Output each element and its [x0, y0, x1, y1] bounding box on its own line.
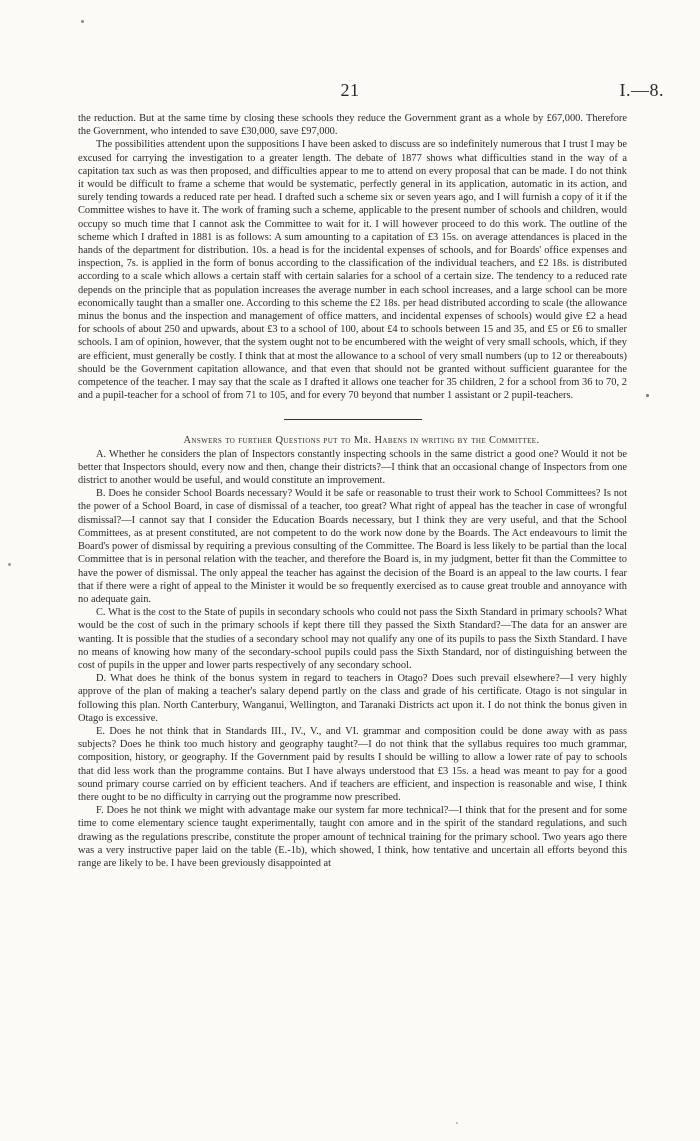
body-text: [78, 112, 627, 870]
question-letter: D.: [96, 673, 107, 685]
answer-text: Does he not think we might with advantage make our system far more technical?—I think that for the present and for some time to come elementary science taught experimentally, taught con amore and in the spirit of the standard regulations, and such drawing as the regulations prescribe, constitute the proper amount of technical training for the primary school. Two years ago there was a very instructive paper laid on the table (E.-1b), which showed, I think, how tentative and uncertain all efforts beyond this range are likely to be. I have been greviously disappointed at: [78, 805, 627, 869]
question-letter: A.: [96, 448, 107, 460]
answer-paragraph: [78, 672, 627, 725]
question-letter: C.: [96, 607, 106, 619]
answer-text: Does he not think that in Standards III., IV., V., and VI. grammar and composition could be done away with as pass subjects? Does he think too much history and geography taught?—I do not think that the syllabus requires too much grammar, composition, history, or geography. If the Government paid by results I should be willing to allow a lower rate of pay to schools that did less work than the programme contains. But I have always understood that £3 15s. a head was meant to pay for a good sound primary course carried on by efficient teachers. And if teachers are efficient, and inspection is reasonable and wise, I think there ought to be no difficulty in carrying out the programme now prescribed.: [78, 725, 627, 803]
document-reference: I.—8.: [619, 80, 664, 100]
paragraph: The possibilities attendent upon the suppositions I have been asked to discuss are so indefinitely numerous that I trust I may be excused for carrying the investigation to a greater length. The debate of 1877 shows what difficulties stand in the way of a capitation tax such as was then proposed, and difficulties appear to me to attend on every proposal that can be made. I do not think it would be difficult to frame a scheme that would be systematic, perfectly general in its application, automatic in its action, and surely tending towards a reduced rate per head. I drafted such a scheme six or seven years ago, and I will furnish a copy of it if the Committee wishes to have it. The work of framing such a scheme, applicable to the present number of schools and children, would occupy so much time that I cannot ask the Committee to wait for it. I will however proceed to do this work. The outline of the scheme which I drafted in 1881 is as follows: A sum amounting to a capitation of £3 15s. on average attendances is placed in the hands of the department for distribution. 10s. a head is for the incidental expenses of schools, and for Boards' office expenses and inspection, 7s. is applied in the form of bonus according to the classification of the individual teachers, and £2 18s. is distributed according to a scale which allows a certain staff with certain salaries for a school of a certain size. The tendency to a reduced rate depends on the principle that as population increases the average number in each school increases, and a large school can be more economically taught than a smaller one. According to this scheme the £2 18s. per head distributed according to scale (the allowance minus the bonus and the inspection and management of office matters, and incidental expenses of schools) would give £2 a head for schools of about 250 and upwards, about £3 to a school of 100, about £4 to schools between 15 and 35, and £5 or £6 to smaller schools. I am of opinion, however, that the system ought not to be encumbered with the weight of very small schools, which, if they are efficient, must generally be costly. I think that at most the allowance to a school of very small numbers (up to 12 or thereabouts) should be the Government capitation allowance, and that even that should not be granted without sufficient guarantee for the competence of the teacher. I may say that the scale as I drafted it allows one teacher for 35 children, 2 for a school from 36 to 70, 2 and a pupil-teacher for a school of from 71 to 105, and for every 70 beyond that number 1 assistant or 2 pupil-teachers.: [78, 139, 627, 402]
answer-paragraph: [78, 804, 627, 870]
answer-text: What is the cost to the State of pupils in secondary schools who could not pass the Sixth Standard in primary schools? What would be the cost of such in the primary schools if kept there till they passed the Sixth Standard?—The data for an answer are wanting. It is possible that the studies of a secondary school may not qualify any one of its pupils to pass the Sixth Standard. I have no means of knowing how many of the secondary-school pupils could pass the Sixth Standard, nor of distinguishing between the cost of pupils in the upper and lower parts respectively of any secondary school.: [78, 607, 627, 671]
answer-paragraph: [78, 606, 627, 672]
answer-text: Whether he considers the plan of Inspectors constantly inspecting schools in the same district a good one? Would it not be better that Inspectors should, every now and then, change their districts?—I think that an occasional change of Inspectors from one district to another would be useful, and would constitute an improvement.: [78, 448, 627, 487]
paragraph: the reduction. But at the same time by closing these schools they reduce the Government grant as a whole by £67,000. Therefore the Government, who intended to save £30,000, save £97,000.: [78, 113, 627, 138]
question-letter: E.: [96, 725, 105, 737]
answer-text: What does he think of the bonus system in regard to teachers in Otago? Does such prevail elsewhere?—I very highly approve of the plan of making a teacher's salary depend partly on the class and grade of his certificate. Otago is not singular in following this plan. North Canterbury, Wanganui, Wellington, and Taranaki Districts act upon it. I do not think the bonus given in Otago is excessive.: [78, 673, 627, 724]
scan-speck: [646, 394, 649, 397]
scan-speck: [456, 1122, 458, 1124]
section-heading: Answers to further Questions put to Mr. Habens in writing by the Committee.: [183, 435, 540, 447]
question-letter: B.: [96, 488, 106, 500]
answer-paragraph: [78, 448, 627, 488]
question-letter: F.: [96, 805, 104, 817]
section-divider: [284, 419, 422, 420]
answer-paragraph: [78, 487, 627, 606]
page-number: 21: [340, 80, 360, 100]
answer-text: Does he consider School Boards necessary? Would it be safe or reasonable to trust their work to School Committees? Is not the power of a School Board, in case of dismissal of a teacher, too great? What right of appeal has the teacher in case of wrongful dismissal?—I cannot say that I consider the Education Boards necessary, but I think they are very useful, and that the School Committees, as at present constituted, are not competent to do the work now done by the Boards. The Act endeavours to limit the Board's power of dismissal by requiring a previous consulting of the Committee. The Board is less likely to be partial than the local Committee that is in personal relation with the teacher, and therefore the Board is, in my judgment, better fit than the Committee to have the power of dismissal. The only appeal the teacher has against the decision of the Board is an appeal to the law courts. I fear that if there were a right of appeal to the Minister it would be so frequently exercised as to cause great trouble and annoyance with no adequate gain.: [78, 488, 627, 605]
scan-speck: [81, 20, 84, 23]
answer-paragraph: [78, 725, 627, 804]
scan-speck: [8, 563, 11, 566]
